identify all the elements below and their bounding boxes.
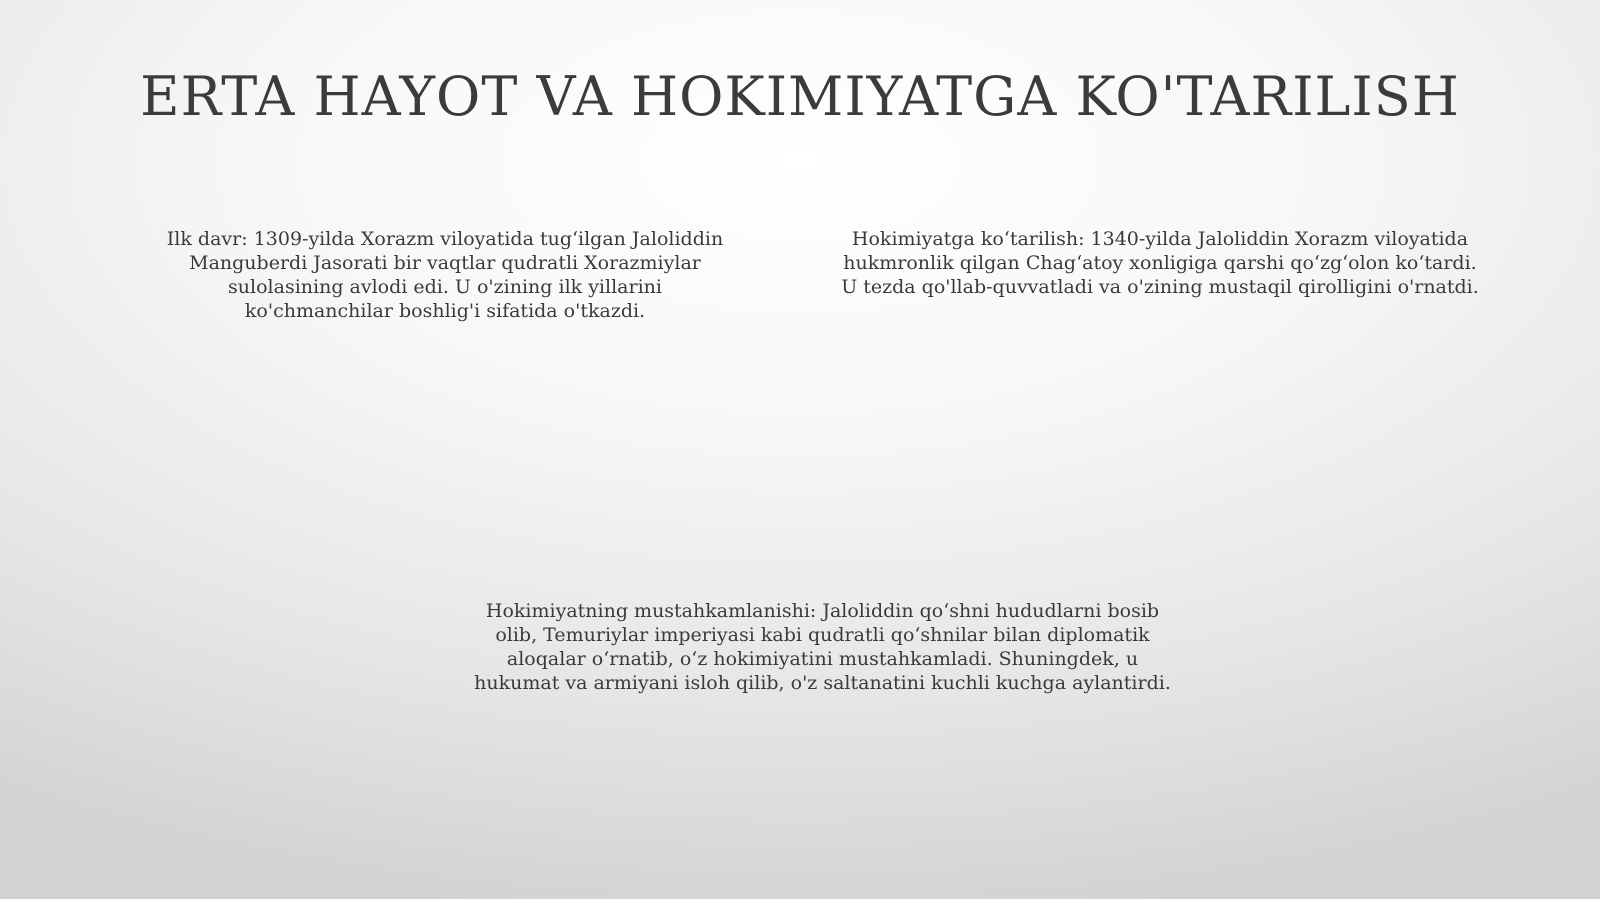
section-rise-to-power: Hokimiyatga ko‘tarilish: 1340-yilda Jaloliddin Xorazm viloyatida hukmronlik qilgan Chag‘atoy xonligiga qarshi qo‘zg‘olon ko‘tardi. U tezda qo'llab-quvvatladi va o'zining mustaqil qirolligini o'rnatdi.: [841, 228, 1479, 298]
slide-title: ERTA HAYOT VA HOKIMIYATGA KO'TARILISH: [140, 65, 1460, 128]
section-early-period: Ilk davr: 1309-yilda Xorazm viloyatida tug‘ilgan Jaloliddin Manguberdi Jasorati bir vaqtlar qudratli Xorazmiylar sulolasining avlodi edi. U o'zining ilk yillarini ko'chmanchilar boshlig'i sifatida o'tkazdi.: [166, 228, 724, 322]
section-consolidation: Hokimiyatning mustahkamlanishi: Jaloliddin qo‘shni hududlarni bosib olib, Temuriylar imperiyasi kabi qudratli qo‘shnilar bilan diplomatik aloqalar o‘rnatib, o‘z hokimiyatini mustahkamladi. Shuningdek, u hukumat va armiyani isloh qilib, o'z saltanatini kuchli kuchga aylantirdi.: [474, 600, 1171, 694]
